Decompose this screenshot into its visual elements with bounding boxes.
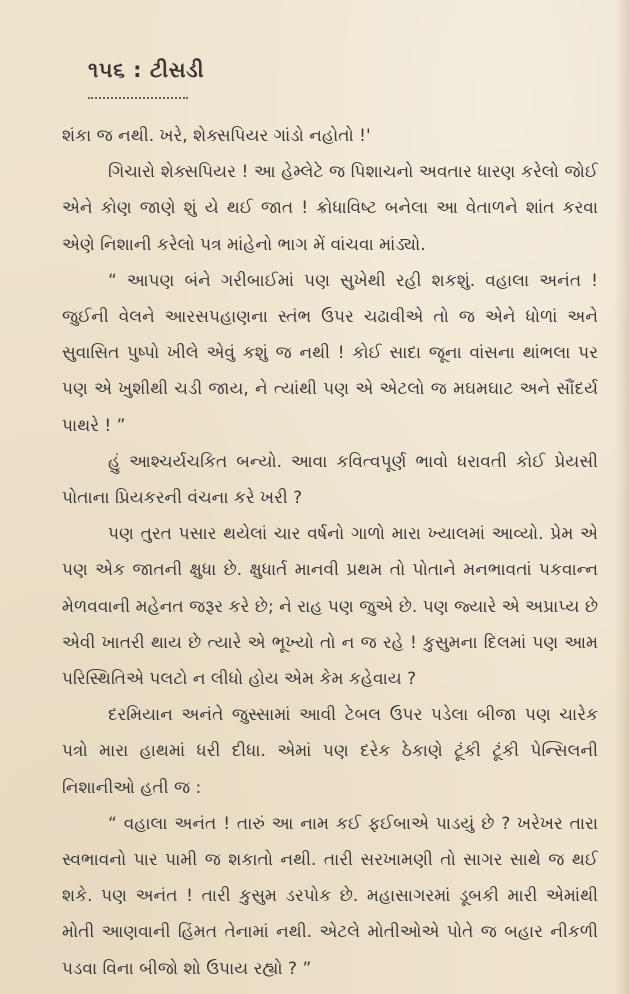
header-underline [88,94,188,99]
paragraph: દરમિયાન અનંતે જુસ્સામાં આવી ટેબલ ઉપર પડેલા બીજા પણ ચારેક પત્રો મારા હાથમાં ધરી દીધા. એમાં પણ દરેક ઠેકાણે ટૂંકી ટૂંકી પેન્સિલની નિશાનીઓ હતી જ : [62,705,598,798]
paragraph: ગિચારો શેક્સપિયર ! આ હેમ્લેટે જ પિશાચનો અવતાર ધારણ કરેલો જોઈ એને કોણ જાણે શું યે થઈ જાત ! ક્રોધાવિષ્ટ બનેલા આ વેતાળને શાંત કરવા એણે નિશાની કરેલો પત્ર માંહેનો ભાગ મેં વાંચવા માંડ્યો. [62,162,598,255]
page-body [62,118,598,987]
paragraph: શંકા જ નથી. ખરે, શેક્સપિયર ગાંડો નહોતો !' [62,126,371,146]
quoted-letter: “ આપણ બંને ગરીબાઈમાં પણ સુખેથી રહી શકશું. વહાલા અનંત ! જુઈની વેલને આરસપહાણના સ્તંભ ઉપર ચઢાવીએ તો જ એને ધોળાં અને સુવાસિત પુષ્પો ખીલે એવું કશું જ નથી ! કોઈ સાદા જૂના વાંસના થાંભલા પર પણ એ ખુશીથી ચડી જાય, ને ત્યાંથી પણ એ એટલો જ મઘમઘાટ અને સૌંદર્ય પાથરે ! ” [62,270,598,436]
page-edge-shadow [615,0,629,994]
paragraph: હું આશ્ચર્યચકિત બન્યો. આવા કવિત્વપૂર્ણ ભાવો ધરાવતી કોઈ પ્રેયસી પોતાના પ્રિયકરની વંચના કરે ખરી ? [62,451,598,509]
paragraph: પણ તુરત પસાર થયેલાં ચાર વર્ષનો ગાળો મારા ખ્યાલમાં આવ્યો. પ્રેમ એ પણ એક જાતની ક્ષુધા છે. ક્ષુધાર્ત માનવી પ્રથમ તો પોતાને મનભાવતાં પકવાન્ન મેળવવાની મહેનત જરૂર કરે છે; ને રાહ પણ જુએ છે. પણ જ્યારે એ અપ્રાપ્ય છે એવી ખાતરી થાય છે ત્યારે એ ભૂખ્યો તો ન જ રહે ! કુસુમના દિલમાં પણ આમ પરિસ્થિતિએ પલટો ન લીધો હોય એમ કેમ કહેવાય ? [62,524,598,690]
quoted-letter: “ વહાલા અનંત ! તારું આ નામ કઈ ફઈબાએ પાડયું છે ? ખરેખર તારા સ્વભાવનો પાર પામી જ શકાતો નથી. તારી સરખામણી તો સાગર સાથે જ થઈ શકે. પણ અનંત ! તારી કુસુમ ડરપોક છે. મહાસાગરમાં ડૂબકી મારી એમાંથી મોતી આણવાની હિંમત તેનામાં નથી. એટલે મોતીઓએ પોતે જ બહાર નીકળી પડવા વિના બીજો શો ઉપાય રહ્યો ? ” [62,813,598,979]
page-header: ૧૫૬ : ટીસડી [88,58,205,82]
